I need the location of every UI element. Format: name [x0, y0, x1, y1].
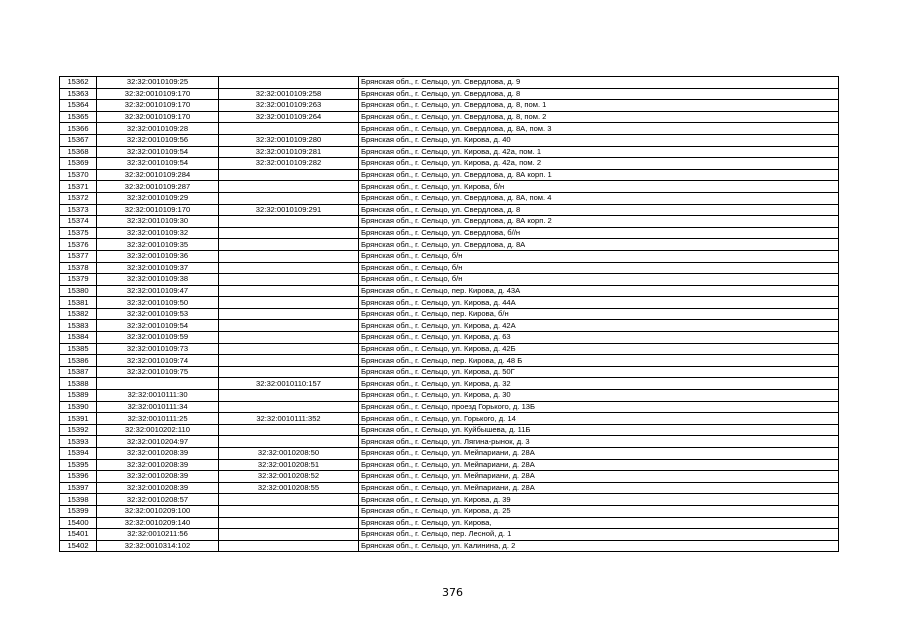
- cell-record-number: 15365: [60, 111, 97, 123]
- cell-record-number: 15399: [60, 505, 97, 517]
- cell-address: Брянская обл., г. Сельцо, пер. Кирова, д. 48 Б: [359, 355, 839, 367]
- table-row: [60, 100, 839, 112]
- cell-record-number: 15389: [60, 390, 97, 402]
- cell-record-number: 15388: [60, 378, 97, 390]
- cell-cadastral-object: [219, 343, 359, 355]
- cell-cadastral-land: 32:32:0010109:54: [97, 158, 219, 170]
- table-row: [60, 192, 839, 204]
- cell-address: Брянская обл., г. Сельцо, ул. Кирова, д. 32: [359, 378, 839, 390]
- cell-cadastral-land: 32:32:0010109:54: [97, 146, 219, 158]
- cell-cadastral-object: [219, 308, 359, 320]
- cell-address: Брянская обл., г. Сельцо, ул. Мейпариани, д. 28А: [359, 448, 839, 460]
- table-row: [60, 285, 839, 297]
- cell-record-number: 15393: [60, 436, 97, 448]
- cell-cadastral-object: 32:32:0010109:291: [219, 204, 359, 216]
- cell-cadastral-land: 32:32:0010109:170: [97, 100, 219, 112]
- cell-address: Брянская обл., г. Сельцо, ул. Мейпариани, д. 28А: [359, 482, 839, 494]
- cell-cadastral-object: [219, 355, 359, 367]
- cell-record-number: 15364: [60, 100, 97, 112]
- cell-cadastral-object: [219, 285, 359, 297]
- cell-address: Брянская обл., г. Сельцо, ул. Кирова, д. 25: [359, 505, 839, 517]
- cell-cadastral-object: [219, 517, 359, 529]
- cell-cadastral-land: 32:32:0010109:37: [97, 262, 219, 274]
- cell-cadastral-land: 32:32:0010109:32: [97, 227, 219, 239]
- cell-address: Брянская обл., г. Сельцо, ул. Свердлова, д. 8: [359, 88, 839, 100]
- cell-cadastral-object: [219, 250, 359, 262]
- cell-cadastral-land: 32:32:0010109:170: [97, 204, 219, 216]
- table-row: [60, 250, 839, 262]
- cell-address: Брянская обл., г. Сельцо, б/н: [359, 274, 839, 286]
- cell-record-number: 15378: [60, 262, 97, 274]
- table-row: [60, 413, 839, 425]
- table-row: [60, 134, 839, 146]
- cell-cadastral-land: [97, 378, 219, 390]
- cell-cadastral-land: 32:32:0010109:25: [97, 77, 219, 89]
- cell-record-number: 15369: [60, 158, 97, 170]
- cell-cadastral-land: 32:32:0010109:74: [97, 355, 219, 367]
- table-row: [60, 343, 839, 355]
- cell-cadastral-object: [219, 192, 359, 204]
- table-row: [60, 366, 839, 378]
- cell-cadastral-land: 32:32:0010109:59: [97, 332, 219, 344]
- cell-cadastral-object: [219, 297, 359, 309]
- cell-address: Брянская обл., г. Сельцо, б/н: [359, 250, 839, 262]
- cell-address: Брянская обл., г. Сельцо, б/н: [359, 262, 839, 274]
- table-row: [60, 169, 839, 181]
- cell-cadastral-object: [219, 320, 359, 332]
- cell-cadastral-object: 32:32:0010109:258: [219, 88, 359, 100]
- cell-cadastral-land: 32:32:0010209:100: [97, 505, 219, 517]
- cell-record-number: 15397: [60, 482, 97, 494]
- cell-cadastral-object: [219, 424, 359, 436]
- cell-address: Брянская обл., г. Сельцо, ул. Свердлова, д. 8: [359, 204, 839, 216]
- cell-cadastral-land: 32:32:0010211:56: [97, 529, 219, 541]
- cell-cadastral-land: 32:32:0010208:39: [97, 482, 219, 494]
- cell-record-number: 15381: [60, 297, 97, 309]
- cell-record-number: 15390: [60, 401, 97, 413]
- cell-record-number: 15370: [60, 169, 97, 181]
- cell-record-number: 15376: [60, 239, 97, 251]
- table-row: [60, 204, 839, 216]
- table-row: [60, 123, 839, 135]
- cell-address: Брянская обл., г. Сельцо, ул. Кирова, д. 42Б: [359, 343, 839, 355]
- cell-record-number: 15375: [60, 227, 97, 239]
- cell-record-number: 15396: [60, 471, 97, 483]
- cell-cadastral-object: [219, 390, 359, 402]
- table-row: [60, 390, 839, 402]
- cell-record-number: 15402: [60, 540, 97, 552]
- cell-address: Брянская обл., г. Сельцо, ул. Свердлова, д. 8А корп. 2: [359, 216, 839, 228]
- table-row: [60, 355, 839, 367]
- table-row: [60, 262, 839, 274]
- cell-address: Брянская обл., г. Сельцо, ул. Кирова, д. 30: [359, 390, 839, 402]
- cell-cadastral-object: [219, 77, 359, 89]
- cell-record-number: 15401: [60, 529, 97, 541]
- table-row: [60, 274, 839, 286]
- cell-address: Брянская обл., г. Сельцо, ул. Свердлова, д. 9: [359, 77, 839, 89]
- table-row: [60, 529, 839, 541]
- cell-record-number: 15392: [60, 424, 97, 436]
- cell-cadastral-object: 32:32:0010111:352: [219, 413, 359, 425]
- cell-cadastral-land: 32:32:0010109:36: [97, 250, 219, 262]
- cell-address: Брянская обл., г. Сельцо, ул. Кирова, д. 40: [359, 134, 839, 146]
- table-row: [60, 424, 839, 436]
- table-row: [60, 146, 839, 158]
- cell-address: Брянская обл., г. Сельцо, ул. Мейпариани, д. 28А: [359, 459, 839, 471]
- cell-cadastral-land: 32:32:0010208:39: [97, 459, 219, 471]
- registry-table: [59, 76, 839, 552]
- cell-cadastral-land: 32:32:0010109:287: [97, 181, 219, 193]
- cell-cadastral-object: 32:32:0010109:280: [219, 134, 359, 146]
- cell-record-number: 15395: [60, 459, 97, 471]
- cell-record-number: 15391: [60, 413, 97, 425]
- cell-cadastral-land: 32:32:0010204:97: [97, 436, 219, 448]
- cell-cadastral-land: 32:32:0010109:47: [97, 285, 219, 297]
- cell-cadastral-object: [219, 366, 359, 378]
- cell-address: Брянская обл., г. Сельцо, ул. Свердлова, д. 8, пом. 2: [359, 111, 839, 123]
- cell-record-number: 15380: [60, 285, 97, 297]
- cell-address: Брянская обл., г. Сельцо, ул. Свердлова, д. 8А, пом. 3: [359, 123, 839, 135]
- cell-cadastral-object: [219, 401, 359, 413]
- table-row: [60, 88, 839, 100]
- cell-address: Брянская обл., г. Сельцо, ул. Кирова, д. 44А: [359, 297, 839, 309]
- cell-address: Брянская обл., г. Сельцо, ул. Кирова, д. 42А: [359, 320, 839, 332]
- table-row: [60, 239, 839, 251]
- cell-cadastral-land: 32:32:0010111:30: [97, 390, 219, 402]
- cell-cadastral-land: 32:32:0010109:56: [97, 134, 219, 146]
- cell-address: Брянская обл., г. Сельцо, ул. Куйбышева, д. 11Б: [359, 424, 839, 436]
- cell-cadastral-land: 32:32:0010202:110: [97, 424, 219, 436]
- cell-cadastral-object: 32:32:0010208:51: [219, 459, 359, 471]
- cell-cadastral-object: [219, 540, 359, 552]
- cell-record-number: 15379: [60, 274, 97, 286]
- cell-address: Брянская обл., г. Сельцо, ул. Кирова, д. 39: [359, 494, 839, 506]
- cell-cadastral-object: [219, 216, 359, 228]
- cell-record-number: 15386: [60, 355, 97, 367]
- table-row: [60, 216, 839, 228]
- cell-cadastral-land: 32:32:0010109:28: [97, 123, 219, 135]
- table-row: [60, 111, 839, 123]
- cell-address: Брянская обл., г. Сельцо, ул. Кирова, д. 42а, пом. 2: [359, 158, 839, 170]
- cell-address: Брянская обл., г. Сельцо, ул. Кирова,: [359, 517, 839, 529]
- table-row: [60, 459, 839, 471]
- cell-address: Брянская обл., г. Сельцо, пер. Кирова, б/н: [359, 308, 839, 320]
- cell-record-number: 15398: [60, 494, 97, 506]
- cell-address: Брянская обл., г. Сельцо, ул. Свердлова, д. 8А: [359, 239, 839, 251]
- cell-cadastral-object: 32:32:0010109:282: [219, 158, 359, 170]
- cell-cadastral-object: [219, 262, 359, 274]
- cell-address: Брянская обл., г. Сельцо, ул. Свердлова, д. 8, пом. 1: [359, 100, 839, 112]
- cell-cadastral-object: [219, 274, 359, 286]
- cell-cadastral-object: [219, 123, 359, 135]
- cell-address: Брянская обл., г. Сельцо, ул. Свердлова, д. 8А, пом. 4: [359, 192, 839, 204]
- cell-cadastral-object: [219, 332, 359, 344]
- cell-record-number: 15385: [60, 343, 97, 355]
- table-row: [60, 227, 839, 239]
- table-row: [60, 378, 839, 390]
- cell-address: Брянская обл., г. Сельцо, пер. Кирова, д. 43А: [359, 285, 839, 297]
- cell-cadastral-object: 32:32:0010109:263: [219, 100, 359, 112]
- cell-cadastral-object: 32:32:0010208:55: [219, 482, 359, 494]
- cell-record-number: 15377: [60, 250, 97, 262]
- cell-cadastral-land: 32:32:0010109:50: [97, 297, 219, 309]
- cell-cadastral-land: 32:32:0010109:29: [97, 192, 219, 204]
- cell-record-number: 15368: [60, 146, 97, 158]
- table-row: [60, 158, 839, 170]
- table-row: [60, 540, 839, 552]
- cell-cadastral-land: 32:32:0010109:170: [97, 111, 219, 123]
- cell-cadastral-land: 32:32:0010109:30: [97, 216, 219, 228]
- table-row: [60, 471, 839, 483]
- cell-cadastral-land: 32:32:0010111:34: [97, 401, 219, 413]
- table-row: [60, 401, 839, 413]
- cell-cadastral-object: [219, 494, 359, 506]
- cell-address: Брянская обл., г. Сельцо, ул. Кирова, д. 50Г: [359, 366, 839, 378]
- table-row: [60, 436, 839, 448]
- table-row: [60, 308, 839, 320]
- table-row: [60, 332, 839, 344]
- cell-cadastral-land: 32:32:0010208:39: [97, 471, 219, 483]
- cell-record-number: 15371: [60, 181, 97, 193]
- cell-cadastral-land: 32:32:0010208:57: [97, 494, 219, 506]
- cell-record-number: 15366: [60, 123, 97, 135]
- cell-record-number: 15363: [60, 88, 97, 100]
- cell-address: Брянская обл., г. Сельцо, ул. Кирова, б/н: [359, 181, 839, 193]
- cell-address: Брянская обл., г. Сельцо, ул. Свердлова, б//н: [359, 227, 839, 239]
- cell-cadastral-object: 32:32:0010208:52: [219, 471, 359, 483]
- cell-record-number: 15372: [60, 192, 97, 204]
- cell-address: Брянская обл., г. Сельцо, ул. Свердлова, д. 8А корп. 1: [359, 169, 839, 181]
- cell-record-number: 15374: [60, 216, 97, 228]
- cell-address: Брянская обл., г. Сельцо, ул. Кирова, д. 42а, пом. 1: [359, 146, 839, 158]
- cell-cadastral-object: [219, 529, 359, 541]
- cell-address: Брянская обл., г. Сельцо, пер. Лесной, д. 1: [359, 529, 839, 541]
- cell-address: Брянская обл., г. Сельцо, проезд Горького, д. 13Б: [359, 401, 839, 413]
- page-number: 376: [442, 586, 463, 599]
- cell-cadastral-land: 32:32:0010314:102: [97, 540, 219, 552]
- table-row: [60, 494, 839, 506]
- table-row: [60, 181, 839, 193]
- cell-cadastral-land: 32:32:0010111:25: [97, 413, 219, 425]
- cell-cadastral-object: 32:32:0010110:157: [219, 378, 359, 390]
- cell-record-number: 15367: [60, 134, 97, 146]
- registry-table-body: [60, 77, 839, 552]
- table-row: [60, 482, 839, 494]
- cell-cadastral-land: 32:32:0010109:284: [97, 169, 219, 181]
- table-row: [60, 517, 839, 529]
- cell-cadastral-object: [219, 169, 359, 181]
- cell-address: Брянская обл., г. Сельцо, ул. Калинина, д. 2: [359, 540, 839, 552]
- table-row: [60, 505, 839, 517]
- table-row: [60, 320, 839, 332]
- cell-cadastral-land: 32:32:0010109:35: [97, 239, 219, 251]
- cell-address: Брянская обл., г. Сельцо, ул. Горького, д. 14: [359, 413, 839, 425]
- cell-address: Брянская обл., г. Сельцо, ул. Лягина-рынок, д. 3: [359, 436, 839, 448]
- cell-record-number: 15394: [60, 448, 97, 460]
- cell-cadastral-object: [219, 436, 359, 448]
- cell-cadastral-land: 32:32:0010109:53: [97, 308, 219, 320]
- cell-cadastral-land: 32:32:0010109:75: [97, 366, 219, 378]
- cell-cadastral-object: 32:32:0010109:281: [219, 146, 359, 158]
- cell-record-number: 15400: [60, 517, 97, 529]
- cell-cadastral-land: 32:32:0010109:38: [97, 274, 219, 286]
- cell-cadastral-object: 32:32:0010208:50: [219, 448, 359, 460]
- cell-cadastral-object: [219, 239, 359, 251]
- cell-record-number: 15373: [60, 204, 97, 216]
- table-row: [60, 448, 839, 460]
- cell-cadastral-object: 32:32:0010109:264: [219, 111, 359, 123]
- cell-cadastral-land: 32:32:0010109:54: [97, 320, 219, 332]
- cell-record-number: 15362: [60, 77, 97, 89]
- cell-cadastral-object: [219, 227, 359, 239]
- cell-cadastral-land: 32:32:0010109:170: [97, 88, 219, 100]
- cell-cadastral-land: 32:32:0010209:140: [97, 517, 219, 529]
- cell-record-number: 15383: [60, 320, 97, 332]
- cell-record-number: 15384: [60, 332, 97, 344]
- cell-cadastral-land: 32:32:0010208:39: [97, 448, 219, 460]
- cell-cadastral-object: [219, 181, 359, 193]
- cell-address: Брянская обл., г. Сельцо, ул. Кирова, д. 63: [359, 332, 839, 344]
- table-row: [60, 77, 839, 89]
- cell-cadastral-object: [219, 505, 359, 517]
- cell-address: Брянская обл., г. Сельцо, ул. Мейпариани, д. 28А: [359, 471, 839, 483]
- cell-record-number: 15382: [60, 308, 97, 320]
- table-row: [60, 297, 839, 309]
- cell-record-number: 15387: [60, 366, 97, 378]
- cell-cadastral-land: 32:32:0010109:73: [97, 343, 219, 355]
